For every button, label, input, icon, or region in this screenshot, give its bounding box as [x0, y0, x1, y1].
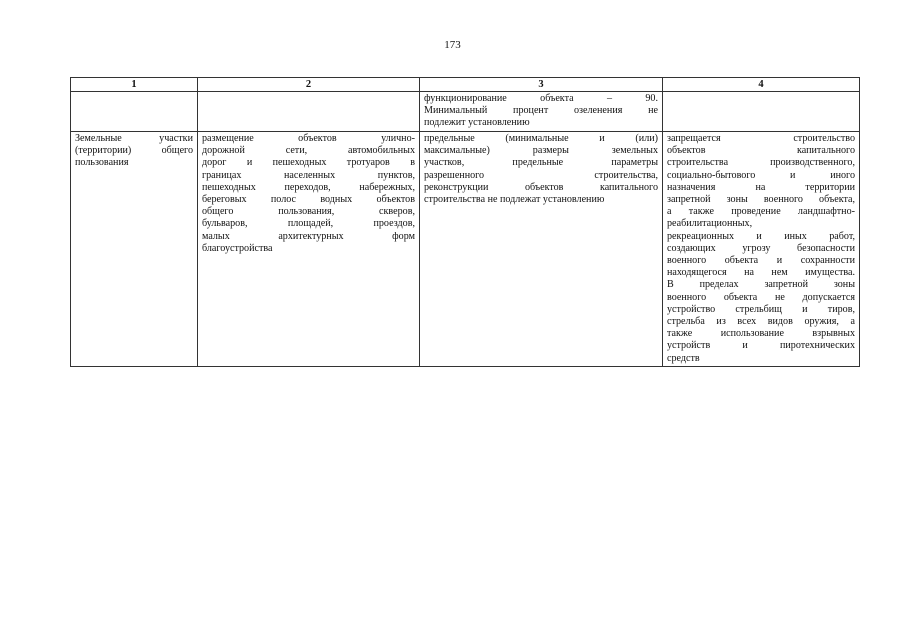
cell-permitted-use	[198, 92, 420, 132]
cell-size-parameters	[420, 132, 663, 367]
cell-text-line: Земельные участки	[75, 133, 193, 144]
table-row	[71, 92, 860, 132]
cell-text-line: реабилитационных,	[667, 218, 753, 230]
cell-text-line: пользования	[75, 157, 129, 169]
cell-land-category	[71, 92, 198, 132]
table-body	[71, 92, 860, 367]
cell-size-parameters	[420, 92, 663, 132]
column-header-2: 2	[198, 78, 420, 92]
cell-text-line: общего пользования, скверов,	[202, 206, 415, 218]
cell-text-line: береговых полос водных объектов	[202, 194, 415, 206]
table-row	[71, 132, 860, 367]
cell-text-line: бульваров, площадей, проездов,	[202, 218, 415, 230]
cell-text-line: средств	[667, 352, 700, 364]
cell-text-line: создающих угрозу безопасности	[667, 242, 855, 254]
cell-text-line: строительства не подлежат установлению	[424, 194, 605, 206]
cell-text-line: объектов капитального	[667, 145, 855, 157]
cell-text-line: (территории) общего	[75, 145, 193, 157]
cell-restrictions	[663, 132, 860, 367]
cell-text-line: Минимальный процент озеленения не	[424, 105, 658, 117]
cell-text-line: устройство стрельбищ и тиров,	[667, 303, 855, 315]
cell-text-line: дорог и пешеходных тротуаров в	[202, 157, 415, 169]
cell-text-line: размещение объектов улично-	[202, 133, 415, 144]
cell-text-line: военного объекта и сохранности	[667, 255, 855, 267]
column-header-3: 3	[420, 78, 663, 92]
column-header-4: 4	[663, 78, 860, 92]
cell-text-line: разрешенного строительства,	[424, 169, 658, 181]
cell-text-line: В пределах запретной зоны	[667, 279, 855, 291]
cell-text-line: предельные (минимальные и (или)	[424, 133, 658, 144]
cell-text-line: также использование взрывных	[667, 328, 855, 340]
page-number: 173	[444, 39, 461, 51]
cell-text-line: военного объекта не допускается	[667, 291, 855, 303]
cell-text-line: реконструкции объектов капитального	[424, 181, 658, 193]
zoning-table	[70, 77, 860, 367]
cell-permitted-use	[198, 132, 420, 367]
cell-text-line: малых архитектурных форм	[202, 230, 415, 242]
cell-land-category	[71, 132, 198, 367]
cell-restrictions	[663, 92, 860, 132]
cell-text-line: находящегося на нем имущества.	[667, 267, 855, 279]
cell-text-line: строительства производственного,	[667, 157, 855, 169]
cell-text-line: подлежит установлению	[424, 117, 530, 129]
cell-text-line: функционирование объекта – 90.	[424, 93, 658, 104]
table-header-row	[71, 78, 860, 92]
cell-text-line: границах населенных пунктов,	[202, 169, 415, 181]
cell-text-line: дорожной сети, автомобильных	[202, 145, 415, 157]
cell-text-line: устройств и пиротехнических	[667, 340, 855, 352]
cell-text-line: запрещается строительство	[667, 133, 855, 144]
cell-text-line: пешеходных переходов, набережных,	[202, 181, 415, 193]
cell-text-line: социально-бытового и иного	[667, 169, 855, 181]
cell-text-line: а также проведение ландшафтно-	[667, 206, 855, 218]
cell-text-line: запретной зоны военного объекта,	[667, 194, 855, 206]
cell-text-line: стрельба из всех видов оружия, а	[667, 316, 855, 328]
cell-text-line: максимальные) размеры земельных	[424, 145, 658, 157]
cell-text-line: участков, предельные параметры	[424, 157, 658, 169]
column-header-1: 1	[71, 78, 198, 92]
cell-text-line: рекреационных и иных работ,	[667, 230, 855, 242]
cell-text-line: благоустройства	[202, 242, 273, 254]
cell-text-line: назначения на территории	[667, 181, 855, 193]
